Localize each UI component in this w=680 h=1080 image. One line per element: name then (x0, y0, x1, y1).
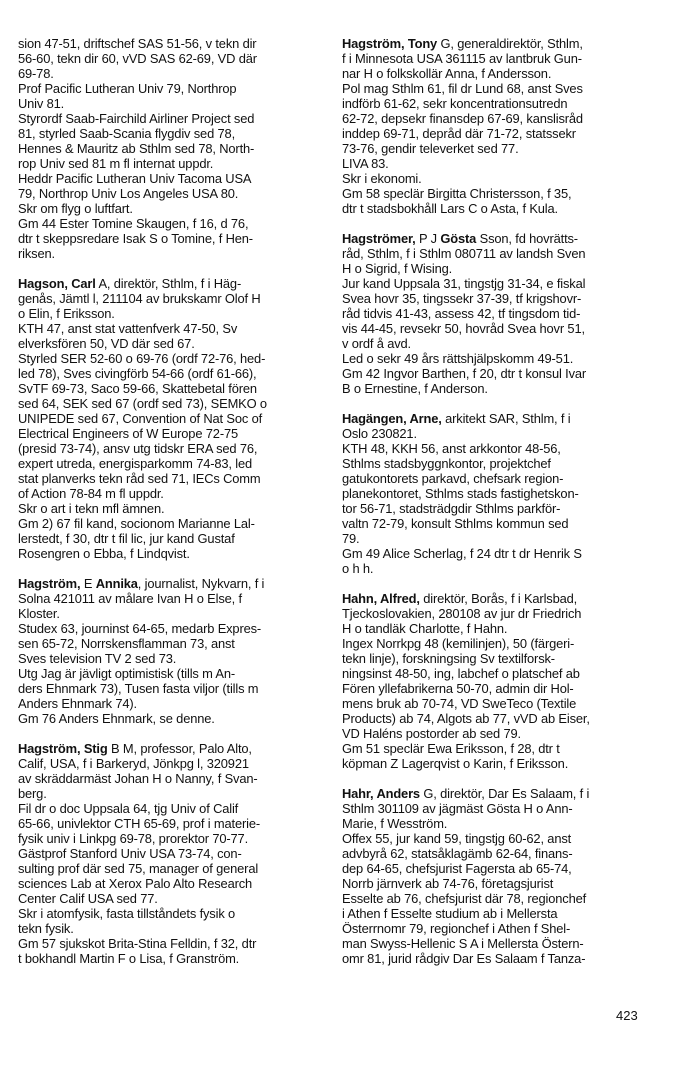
entry-name: Hagström, (18, 576, 81, 591)
entry-text: Skr i ekonomi. (342, 171, 422, 186)
entry-text: Oslo 230821. (342, 426, 417, 441)
entry-text: sciences Lab at Xerox Palo Alto Research (18, 876, 253, 891)
entry-line (342, 366, 640, 381)
entry-text: Center Calif USA sed 77. (18, 891, 158, 906)
entry-initials: P J (415, 231, 441, 246)
entry-text: Calif, USA, f i Barkeryd, Jönkpg l, 320921 (18, 756, 249, 771)
entry-line (18, 396, 318, 411)
entry-text: ders Ehnmark 73), Tusen fasta viljor (tills m (18, 681, 259, 696)
entry-name: Hahn, Alfred, (342, 591, 420, 606)
entry-line (342, 936, 640, 951)
entry-line (18, 111, 318, 126)
entry-text: (presid 73-74), ansv utg tidskr ERA sed 76, (18, 441, 258, 456)
entry-name: Hahr, Anders (342, 786, 420, 801)
entry-line (342, 951, 640, 966)
entry-text: tekn linje), forskningsing Sv textilforsk- (342, 651, 555, 666)
entry-line (18, 456, 318, 471)
entry-text: planekontoret, Sthlms stads fastighetskon- (342, 486, 579, 501)
entry-hahn-alfred (342, 591, 640, 771)
entry-text: KTH 47, anst stat vattenfverk 47-50, Sv (18, 321, 238, 336)
entry-line (18, 936, 318, 951)
entry-line (342, 276, 640, 291)
entry-text: SvTF 69-73, Saco 59-66, Skattebetal fören (18, 381, 257, 396)
entry-line (342, 906, 640, 921)
entry-text: dtr t skeppsredare Isak S o Tomine, f Hen- (18, 231, 253, 246)
entry-line (18, 441, 318, 456)
entry-text: berg. (18, 786, 47, 801)
entry-text: 73-76, gendir televerket sed 77. (342, 141, 519, 156)
entry-line (342, 756, 640, 771)
entry-line (342, 336, 640, 351)
entry-text: Esselte ab 76, chefsjurist där 78, regionchef (342, 891, 587, 906)
entry-line (18, 771, 318, 786)
entry-line (342, 456, 640, 471)
entry-text: Sson, fd hovrätts- (476, 231, 578, 246)
entry-text: i Athen f Esselte studium ab i Mellersta (342, 906, 558, 921)
entry-line (342, 516, 640, 531)
entry-text: sulting prof där sed 75, manager of general (18, 861, 259, 876)
entry-line (18, 216, 318, 231)
entry-text: Österrnomr 79, regionchef i Athen f Shel- (342, 921, 571, 936)
entry-text: Electrical Engineers of W Europe 72-75 (18, 426, 238, 441)
entry-line (18, 381, 318, 396)
entry-line (342, 726, 640, 741)
entry-given-name: Gösta (440, 231, 477, 246)
entry-text: av skräddarmäst Johan H o Nanny, f Svan- (18, 771, 258, 786)
entry-hagängen-arne (342, 411, 640, 576)
entry-line (342, 441, 640, 456)
entry-text: riksen. (18, 246, 55, 261)
entry-text: Products) ab 74, Algots ab 77, vVD ab Eiser, (342, 711, 590, 726)
entry-line (18, 426, 318, 441)
entry-text: Styrled SER 52-60 o 69-76 (ordf 72-76, hed- (18, 351, 266, 366)
entry-line (18, 291, 318, 306)
entry-line (342, 141, 640, 156)
entry-text: Utg Jag är jävligt optimistisk (tills m An- (18, 666, 236, 681)
entry-line (18, 591, 318, 606)
entry-text: nar H o folkskollär Anna, f Andersson. (342, 66, 552, 81)
entry-line (342, 651, 640, 666)
entry-line (18, 846, 318, 861)
entry-text: stat planverks tekn råd sed 71, IECs Comm (18, 471, 261, 486)
entry-text: G, direktör, Dar Es Salaam, f i (419, 786, 590, 801)
entry-line (18, 516, 318, 531)
entry-hagson-carl (18, 276, 318, 561)
entry-line (342, 801, 640, 816)
entry-text: LIVA 83. (342, 156, 389, 171)
entry-line (342, 381, 640, 396)
entry-text: Gm 51 speclär Ewa Eriksson, f 28, dtr t (342, 741, 560, 756)
entry-line (18, 546, 318, 561)
entry-line (18, 201, 318, 216)
entry-text: G, generaldirektör, Sthlm, (437, 36, 583, 51)
entry-text: t bokhandl Martin F o Lisa, f Granström. (18, 951, 240, 966)
entry-line (342, 246, 640, 261)
entry-text: KTH 48, KKH 56, anst arkkontor 48-56, (342, 441, 561, 456)
entry-line (342, 621, 640, 636)
entry-line (18, 531, 318, 546)
entry-text: Gm 57 sjukskot Brita-Stina Felldin, f 32, dtr (18, 936, 257, 951)
entry-text: råd tidvis 41-43, assess 42, tf tingsdom tid- (342, 306, 581, 321)
entry-line (18, 621, 318, 636)
entry-text: Gm 76 Anders Ehnmark, se denne. (18, 711, 215, 726)
entry-name: Hagströmer, (342, 231, 416, 246)
entry-line (342, 36, 640, 51)
entry-text: Skr i atomfysik, fasta tillståndets fysik o (18, 906, 236, 921)
entry-line (18, 876, 318, 891)
entry-text: 81, styrled Saab-Scania flygdiv sed 78, (18, 126, 235, 141)
entry-name: Hagängen, Arne, (342, 411, 442, 426)
entry-line (18, 666, 318, 681)
entry-text: Univ 81. (18, 96, 65, 111)
entry-hagström-stig (18, 741, 318, 966)
entry-text: Gästprof Stanford Univ USA 73-74, con- (18, 846, 242, 861)
entry-line (342, 201, 640, 216)
entry-line (18, 306, 318, 321)
entry-line (18, 831, 318, 846)
entry-line (342, 291, 640, 306)
entry-hagström (18, 576, 318, 726)
entry-text: Hennes & Mauritz ab Sthlm sed 78, North- (18, 141, 255, 156)
entry-text: led 78), Sves civingförb 54-66 (ordf 61-66), (18, 366, 257, 381)
entry-text: v ordf å avd. (342, 336, 411, 351)
entry-line (18, 141, 318, 156)
entry-text: sion 47-51, driftschef SAS 51-56, v tekn dir (18, 36, 257, 51)
entry-text: 79, Northrop Univ Los Angeles USA 80. (18, 186, 239, 201)
entry-line (18, 486, 318, 501)
entry-text: 69-78. (18, 66, 54, 81)
entry-line (342, 741, 640, 756)
entry-text: Gm 49 Alice Scherlag, f 24 dtr t dr Henrik S (342, 546, 582, 561)
entry-line (18, 126, 318, 141)
entry-text: UNIPEDE sed 67, Convention of Nat Soc of (18, 411, 263, 426)
entry-text: 65-66, univlektor CTH 65-69, prof i materie- (18, 816, 261, 831)
entry-hagström-tony (342, 36, 640, 216)
entry-text: Gm 58 speclär Birgitta Christersson, f 35, (342, 186, 572, 201)
entry-text: inddep 69-71, depråd där 71-72, statssekr (342, 126, 576, 141)
entry-text: Jur kand Uppsala 31, tingstjg 31-34, e fiskal (342, 276, 586, 291)
entry-text: Solna 421011 av målare Ivan H o Else, f (18, 591, 242, 606)
entry-line (342, 411, 640, 426)
entry-text: Offex 55, jur kand 59, tingstjg 60-62, anst (342, 831, 572, 846)
entry-line (342, 846, 640, 861)
entry-line (18, 606, 318, 621)
entry-continuation (18, 36, 318, 261)
entry-text: gatukontorets parkavd, chefsark region- (342, 471, 564, 486)
entry-text: 79. (342, 531, 360, 546)
entry-text: Fil dr o doc Uppsala 64, tjg Univ of Calif (18, 801, 239, 816)
entry-line (342, 186, 640, 201)
entry-line (342, 816, 640, 831)
entry-text: Skr om flyg o luftfart. (18, 201, 133, 216)
entry-line (18, 501, 318, 516)
entry-text: Norrb järnverk ab 74-76, företagsjurist (342, 876, 554, 891)
entry-line (18, 816, 318, 831)
entry-line (18, 741, 318, 756)
entry-text: tor 56-71, stadsträdgdir Sthlms parkför- (342, 501, 561, 516)
entry-text: H o tandläk Charlotte, f Hahn. (342, 621, 508, 636)
entry-text: valtn 72-79, konsult Sthlms kommun sed (342, 516, 569, 531)
entry-text: 62-72, depsekr finansdep 67-69, kanslisråd (342, 111, 583, 126)
entry-line (342, 921, 640, 936)
entry-line (18, 351, 318, 366)
right-column (342, 36, 640, 981)
entry-line (342, 231, 640, 246)
entry-hagströmer (342, 231, 640, 396)
entry-line (342, 126, 640, 141)
entry-text: tekn fysik. (18, 921, 74, 936)
entry-line (342, 96, 640, 111)
entry-line (18, 276, 318, 291)
entry-line (342, 861, 640, 876)
entry-text: Svea hovr 35, tingssekr 37-39, tf krigshovr- (342, 291, 582, 306)
entry-text: vis 44-45, revsekr 50, hovråd Svea hovr 51, (342, 321, 585, 336)
entry-text: Sves television TV 2 sed 73. (18, 651, 177, 666)
entry-text: Led o sekr 49 års rättshjälpskomm 49-51. (342, 351, 574, 366)
entry-initials: E (80, 576, 96, 591)
entry-text: Gm 42 Ingvor Barthen, f 20, dtr t konsul Ivar (342, 366, 587, 381)
entry-line (18, 891, 318, 906)
entry-line (342, 546, 640, 561)
entry-text: rop Univ sed 81 m fl internat uppdr. (18, 156, 214, 171)
entry-line (18, 231, 318, 246)
entry-text: arkitekt SAR, Sthlm, f i (441, 411, 571, 426)
entry-line (342, 531, 640, 546)
entry-text: of Action 78-84 m fl uppdr. (18, 486, 164, 501)
entry-text: elverksfören 50, VD där sed 67. (18, 336, 195, 351)
entry-line (18, 186, 318, 201)
entry-line (18, 66, 318, 81)
entry-name: Hagström, Tony (342, 36, 438, 51)
entry-line (18, 336, 318, 351)
entry-text: lerstedt, f 30, dtr t fil lic, jur kand Gustaf (18, 531, 235, 546)
entry-text: Rosengren o Ebba, f Lindqvist. (18, 546, 190, 561)
entry-line (18, 36, 318, 51)
entry-line (18, 786, 318, 801)
entry-text: omr 81, jurid rådgiv Dar Es Salaam f Tanza- (342, 951, 586, 966)
entry-text: f i Minnesota USA 361115 av lantbruk Gun- (342, 51, 582, 66)
entry-text: Ingex Norrkpg 48 (kemilinjen), 50 (färgeri- (342, 636, 575, 651)
entry-text: Anders Ehnmark 74). (18, 696, 137, 711)
entry-line (342, 891, 640, 906)
entry-line (342, 306, 640, 321)
entry-text: dtr t stadsbokhåll Lars C o Asta, f Kula. (342, 201, 558, 216)
entry-text: B o Ernestine, f Anderson. (342, 381, 488, 396)
entry-name: Hagström, Stig (18, 741, 108, 756)
entry-given-name: Annika (95, 576, 138, 591)
entry-line (342, 51, 640, 66)
entry-text: indförb 61-62, sekr koncentrationsutredn (342, 96, 568, 111)
entry-line (342, 426, 640, 441)
entry-line (18, 81, 318, 96)
entry-text: sen 65-72, Norrskensflamman 73, anst (18, 636, 235, 651)
entry-text: Sthlm 301109 av jägmäst Gösta H o Ann- (342, 801, 573, 816)
entry-line (18, 366, 318, 381)
entry-line (342, 636, 640, 651)
entry-text: H o Sigrid, f Wising. (342, 261, 453, 276)
entry-line (342, 486, 640, 501)
entry-line (18, 51, 318, 66)
entry-line (18, 696, 318, 711)
entry-text: Skr o art i tekn mfl ämnen. (18, 501, 165, 516)
entry-text: Styrordf Saab-Fairchild Airliner Project sed (18, 111, 255, 126)
entry-text: Studex 63, journinst 64-65, medarb Expres- (18, 621, 262, 636)
entry-text: Kloster. (18, 606, 60, 621)
entry-text: expert utreda, energisparkomm 74-83, led (18, 456, 253, 471)
entry-line (18, 651, 318, 666)
entry-line (342, 261, 640, 276)
entry-line (342, 81, 640, 96)
page-number: 423 (616, 1008, 638, 1023)
entry-text: Gm 44 Ester Tomine Skaugen, f 16, d 76, (18, 216, 249, 231)
entry-line (18, 471, 318, 486)
entry-text: advbyrå 62, statsåklagämb 62-64, finans- (342, 846, 573, 861)
entry-line (342, 66, 640, 81)
entry-line (342, 786, 640, 801)
entry-line (342, 831, 640, 846)
entry-line (18, 171, 318, 186)
entry-text: Heddr Pacific Lutheran Univ Tacoma USA (18, 171, 252, 186)
entry-text: ningsinst 48-50, ing, labchef o platschef ab (342, 666, 580, 681)
entry-hahr-anders (342, 786, 640, 966)
entry-text: genås, Jämtl l, 211104 av brukskamr Olof H (18, 291, 261, 306)
entry-text: Marie, f Wesström. (342, 816, 448, 831)
entry-line (18, 801, 318, 816)
entry-line (342, 156, 640, 171)
entry-line (18, 321, 318, 336)
entry-line (18, 756, 318, 771)
entry-line (342, 171, 640, 186)
entry-line (342, 681, 640, 696)
entry-line (342, 561, 640, 576)
entry-line (342, 501, 640, 516)
entry-text: råd, Sthlm, f i Sthlm 080711 av landsh Sven (342, 246, 586, 261)
entry-line (18, 681, 318, 696)
entry-text: Gm 2) 67 fil kand, socionom Marianne Lal- (18, 516, 255, 531)
entry-line (342, 711, 640, 726)
entry-line (342, 591, 640, 606)
entry-text: VD Haléns postorder ab sed 79. (342, 726, 521, 741)
entry-line (342, 111, 640, 126)
entry-text: direktör, Borås, f i Karlsbad, (419, 591, 578, 606)
entry-text: Tjeckoslovakien, 280108 av jur dr Friedrich (342, 606, 582, 621)
entry-line (18, 636, 318, 651)
entry-text: Fören yllefabrikerna 50-70, admin dir Hol- (342, 681, 574, 696)
entry-line (18, 711, 318, 726)
entry-line (342, 351, 640, 366)
entry-text: 56-60, tekn dir 60, vVD SAS 62-69, VD där (18, 51, 257, 66)
entry-line (18, 411, 318, 426)
entry-line (342, 696, 640, 711)
left-column (18, 36, 318, 981)
entry-text: o h h. (342, 561, 374, 576)
entry-text: mens bruk ab 70-74, VD SweTeco (Textile (342, 696, 577, 711)
entry-text: man Swyss-Hellenic S A i Mellersta Östern- (342, 936, 584, 951)
entry-text: Prof Pacific Lutheran Univ 79, Northrop (18, 81, 237, 96)
entry-line (18, 576, 318, 591)
entry-line (18, 921, 318, 936)
entry-line (18, 96, 318, 111)
entry-line (342, 471, 640, 486)
entry-text: köpman Z Lagerqvist o Karin, f Eriksson. (342, 756, 569, 771)
entry-text: B M, professor, Palo Alto, (107, 741, 252, 756)
entry-line (342, 666, 640, 681)
entry-text: , journalist, Nykvarn, f i (137, 576, 265, 591)
entry-text: sed 64, SEK sed 67 (ordf sed 73), SEMKO o (18, 396, 267, 411)
entry-text: Sthlms stadsbyggnkontor, projektchef (342, 456, 551, 471)
entry-line (18, 156, 318, 171)
entry-line (18, 246, 318, 261)
entry-name: Hagson, Carl (18, 276, 96, 291)
entry-text: o Elin, f Eriksson. (18, 306, 115, 321)
entry-line (18, 951, 318, 966)
entry-text: fysik univ i Linkpg 69-78, prorektor 70-77. (18, 831, 249, 846)
entry-line (18, 861, 318, 876)
entry-line (342, 876, 640, 891)
entry-line (18, 906, 318, 921)
entry-text: Pol mag Sthlm 61, fil dr Lund 68, anst Sves (342, 81, 583, 96)
entry-line (342, 606, 640, 621)
entry-text: A, direktör, Sthlm, f i Häg- (95, 276, 242, 291)
entry-text: dep 64-65, chefsjurist Fagersta ab 65-74, (342, 861, 572, 876)
entry-line (342, 321, 640, 336)
